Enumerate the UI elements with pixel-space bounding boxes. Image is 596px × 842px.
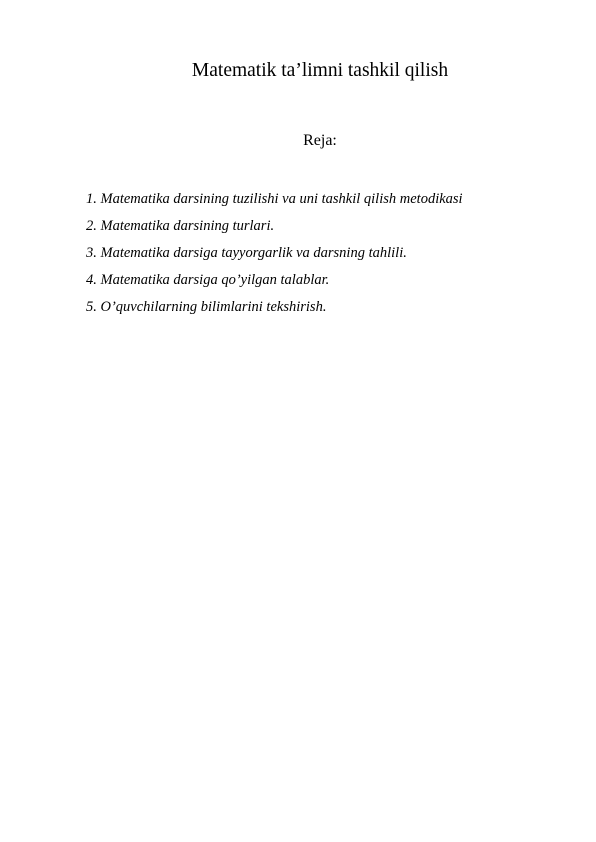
plan-heading: Reja: (303, 132, 337, 149)
plan-item-1: 1. Matematika darsining tuzilishi va uni tashkil qilish metodikasi (86, 191, 463, 207)
plan-item-4: 4. Matematika darsiga qo’yilgan talablar. (86, 272, 330, 288)
plan-item-3: 3. Matematika darsiga tayyorgarlik va darsning tahlili. (86, 245, 407, 261)
document-title: Matematik ta’limni tashkil qilish (191, 60, 449, 81)
plan-item-2: 2. Matematika darsining turlari. (86, 218, 275, 234)
plan-item-5: 5. O’quvchilarning bilimlarini tekshirish. (86, 299, 327, 315)
plan-list (86, 190, 463, 325)
